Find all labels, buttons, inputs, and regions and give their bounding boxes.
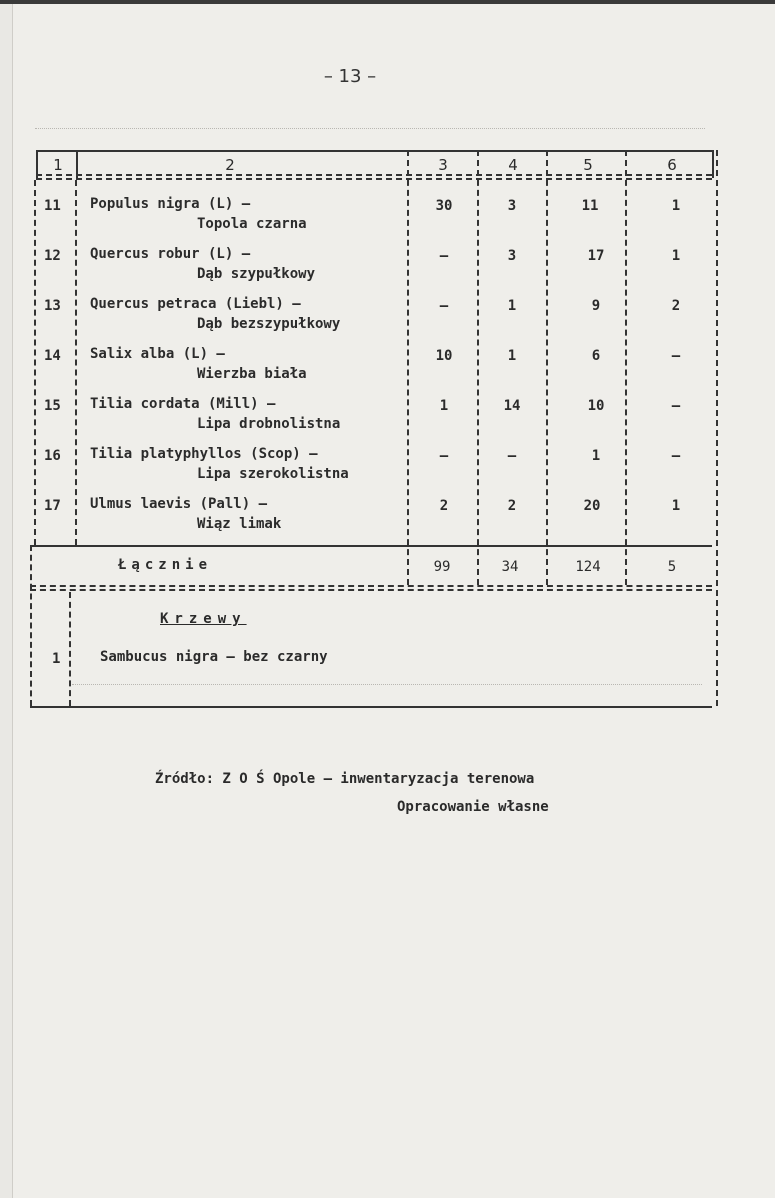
value-col-6: 1 <box>671 248 681 264</box>
species-latin: Quercus robur (L) – <box>90 246 251 262</box>
species-latin: Salix alba (L) – <box>90 346 225 362</box>
value-col-6: – <box>671 448 681 464</box>
value-col-5: 9 <box>591 298 601 314</box>
total-col-4: 34 <box>501 559 519 575</box>
header-col-6: 6 <box>667 156 677 174</box>
value-col-6: – <box>671 348 681 364</box>
shrub-number: 1 <box>52 651 61 667</box>
dotted-rule <box>35 128 705 129</box>
header-col-2: 2 <box>225 156 235 174</box>
value-col-3: – <box>439 448 449 464</box>
value-col-5: 1 <box>591 448 601 464</box>
value-col-5: 6 <box>591 348 601 364</box>
top-edge <box>0 0 775 4</box>
row-number: 12 <box>44 248 61 264</box>
value-col-3: 10 <box>435 348 453 364</box>
row-number: 16 <box>44 448 61 464</box>
value-col-4: 3 <box>507 248 517 264</box>
species-polish: Dąb szypułkowy <box>197 266 316 282</box>
value-col-6: – <box>671 398 681 414</box>
totals-label: Łącznie <box>118 557 213 573</box>
species-latin: Quercus petraca (Liebl) – <box>90 296 301 312</box>
value-col-4: – <box>507 448 517 464</box>
row-number: 14 <box>44 348 61 364</box>
shrubs-title: Krzewy <box>160 611 247 627</box>
value-col-4: 1 <box>507 348 517 364</box>
value-col-3: – <box>439 248 449 264</box>
source-line: Źródło: Z O Ś Opole – inwentaryzacja terenowa <box>155 771 535 787</box>
header-col-1: 1 <box>53 156 63 174</box>
value-col-3: 30 <box>435 198 453 214</box>
row-number: 17 <box>44 498 61 514</box>
value-col-3: 1 <box>439 398 449 414</box>
value-col-4: 3 <box>507 198 517 214</box>
value-col-4: 14 <box>503 398 521 414</box>
species-latin: Populus nigra (L) – <box>90 196 251 212</box>
row-number: 11 <box>44 198 61 214</box>
shrub-name: Sambucus nigra – bez czarny <box>100 649 328 665</box>
row-number: 13 <box>44 298 61 314</box>
value-col-3: – <box>439 298 449 314</box>
species-polish: Wierzba biała <box>197 366 307 382</box>
species-polish: Topola czarna <box>197 216 307 232</box>
header-col-3: 3 <box>438 156 448 174</box>
value-col-5: 20 <box>583 498 601 514</box>
value-col-5: 10 <box>587 398 605 414</box>
total-col-6: 5 <box>667 559 677 575</box>
value-col-6: 2 <box>671 298 681 314</box>
species-polish: Dąb bezszypułkowy <box>197 316 341 332</box>
value-col-6: 1 <box>671 198 681 214</box>
total-col-5: 124 <box>575 559 601 575</box>
value-col-4: 2 <box>507 498 517 514</box>
value-col-5: 11 <box>581 198 599 214</box>
species-latin: Tilia cordata (Mill) – <box>90 396 276 412</box>
header-col-5: 5 <box>583 156 593 174</box>
value-col-6: 1 <box>671 498 681 514</box>
note-line: Opracowanie własne <box>397 799 549 815</box>
value-col-3: 2 <box>439 498 449 514</box>
species-polish: Lipa drobnolistna <box>197 416 341 432</box>
species-latin: Ulmus laevis (Pall) – <box>90 496 268 512</box>
species-latin: Tilia platyphyllos (Scop) – <box>90 446 318 462</box>
row-number: 15 <box>44 398 61 414</box>
species-polish: Wiąz limak <box>197 516 282 532</box>
dotted-rule <box>72 684 702 685</box>
total-col-3: 99 <box>433 559 451 575</box>
value-col-4: 1 <box>507 298 517 314</box>
value-col-5: 17 <box>587 248 605 264</box>
page-number: – 13 – <box>323 66 377 87</box>
header-col-4: 4 <box>508 156 518 174</box>
species-polish: Lipa szerokolistna <box>197 466 349 482</box>
